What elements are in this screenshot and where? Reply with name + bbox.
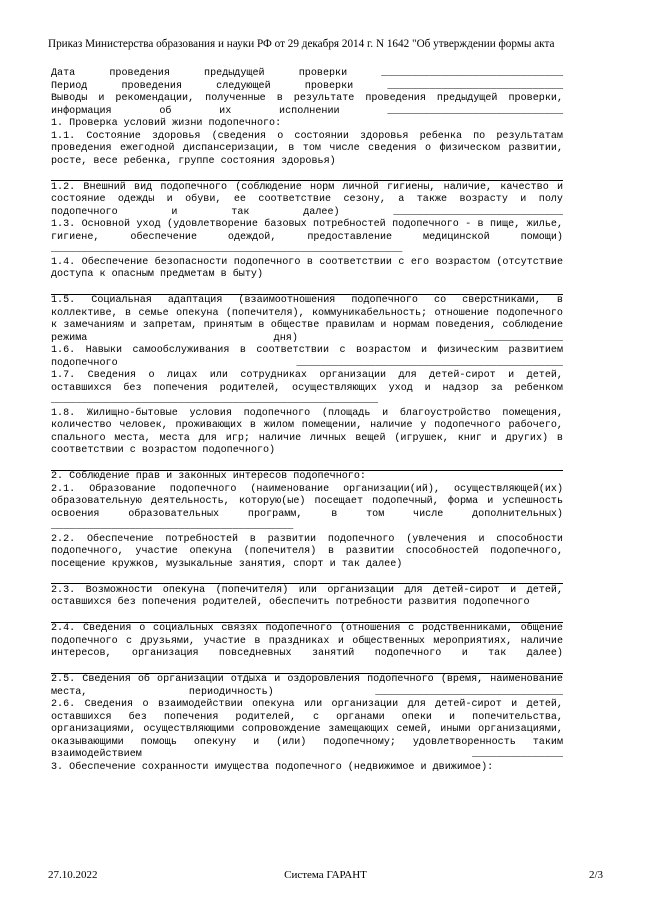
text-line: Период проведения следующей проверки _____________________________ [51,80,563,92]
text-line: 1.3. Основной уход (удовлетворение базовых потребностей подопечного - в пище, жилье, гигиене, обеспечение одеждой, предоставление медицинской помощи) __________________________________________________________ [51,219,563,255]
text-line: 1.5. Социальная адаптация (взаимоотношения подопечного со сверстниками, в коллективе, в семье опекуна (попечителя), коммуникабельность; отношение подопечного к замечаниям и запретам, принятым в обществе правилам и нормам поведения, соблюдение режима дня) _____________ [51,295,563,344]
blank-line [51,661,563,674]
text-line: 2.2. Обеспечение потребностей в развитии подопечного (увлечения и способности подопечного, участие опекуна (попечителя) в развитии способностей подопечного, посещение кружков, музыкальные занятия, спорт и так далее) [51,533,563,570]
text-line: Дата проведения предыдущей проверки ______________________________ [51,68,563,79]
document-body [51,68,563,774]
footer-page-number: 2/3 [588,869,603,881]
text-line: 1.4. Обеспечение безопасности подопечного в соответствии с его возрастом (отсутствие доступа к опасным предметам в быту) [51,256,563,280]
blank-line [51,610,563,623]
text-line: 2.5. Сведения об организации отдыха и оздоровления подопечного (время, наименование места, периодичность) _______________________________ [51,674,563,698]
page-footer [48,869,603,882]
text-line: 1.7. Сведения о лицах или сотрудниках организации для детей-сирот и детей, оставшихся без попечения родителей, осуществляющих уход и надзор за ребенком ______________________________________________________ [51,370,563,406]
blank-line [51,282,563,295]
text-line: 1. Проверка условий жизни подопечного: [51,118,282,129]
text-line: 2.4. Сведения о социальных связях подопечного (отношения с родственниками, общение подопечного с друзьями, участие в праздниках и общественных мероприятиях, наличие интересов, организация повседневных занятий подопечного и так далее) [51,623,563,659]
footer-system-name: Система ГАРАНТ [284,869,367,881]
text-line: 1.8. Жилищно-бытовые условия подопечного (площадь и благоустройство помещения, количество человек, проживающих в жилом помещении, наличие у подопечного рабочего, спального места, места для игр; наличие личных вещей (игрушек, книг и других) в соответствии с возрастом подопечного) [51,407,563,456]
text-line: 2.1. Образование подопечного (наименование организации(ий), осуществляющей(их) образовательную деятельность, которую(ые) посещает подопечный, форма и успешность освоения образовательных программ, в том числе дополнительных) ________________________________________ [51,483,563,532]
text-line: 3. Обеспечение сохранности имущества подопечного (недвижимое и движимое): [51,761,494,773]
text-line: Выводы и рекомендации, полученные в результате проведения предыдущей проверки, информация об их исполнении _____________________________ [51,93,563,117]
text-line: 2. Соблюдение прав и законных интересов подопечного: [51,471,366,482]
blank-line [51,458,563,471]
text-line: 2.3. Возможности опекуна (попечителя) или организации для детей-сирот и детей, оставшихся без попечения родителей, обеспечить потребности развития подопечного [51,584,563,608]
document-header: Приказ Министерства образования и науки РФ от 29 декабря 2014 г. N 1642 "Об утверждении формы акта [48,38,555,50]
blank-line [51,168,563,181]
text-line: 2.6. Сведения о взаимодействии опекуна или организации для детей-сирот и детей, оставшихся без попечения родителей, с органами опеки и попечительства, организациями, осуществляющими сопровождение замещающих семей, иными организациями, оказывающими помощь опекуну и (или) подопечному; удовлетворенность таким взаимодействием _______________ [51,699,563,760]
text-line: 1.2. Внешний вид подопечного (соблюдение норм личной гигиены, наличие, качество и состояние одежды и обуви, ее соответствие сезону, а также возрасту и полу подопечного и так далее) ____________________________ [51,181,563,218]
footer-date: 27.10.2022 [48,869,98,881]
text-line: 1.1. Состояние здоровья (сведения о состоянии здоровья ребенка по результатам проведения ежегодной диспансеризации, в том числе сведения о физическом развитии, росте, весе ребенка, группе состояния здоровья) [51,130,563,167]
blank-line [51,571,563,584]
text-line: 1.6. Навыки самообслуживания в соответствии с возрастом и физическим развитием подопечного ____________________________________________ [51,345,563,369]
